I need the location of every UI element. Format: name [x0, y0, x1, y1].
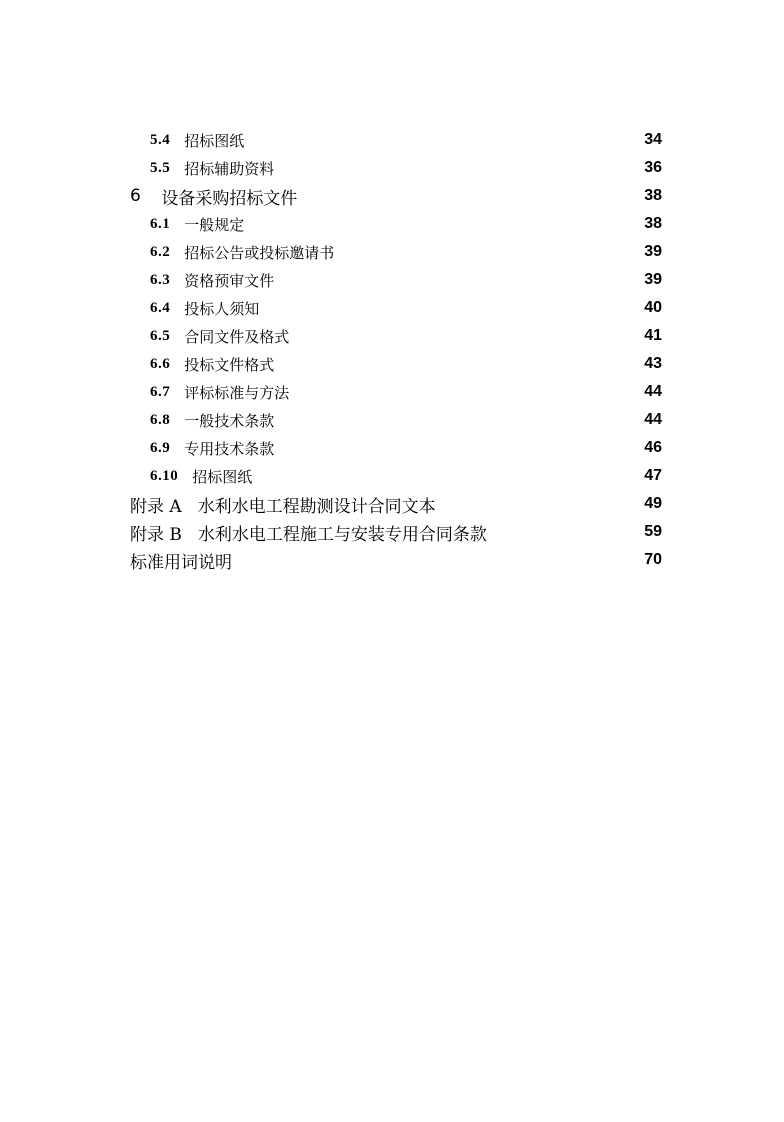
toc-entry-number: 6.7	[150, 383, 171, 400]
toc-entry-page: 38	[644, 187, 662, 204]
toc-entry[interactable]	[150, 210, 662, 238]
toc-entry-title: 标准用词说明	[130, 552, 232, 573]
toc-entry-page: 34	[644, 131, 662, 148]
toc-entry-page: 70	[644, 551, 662, 568]
dot-leader	[299, 182, 634, 210]
dot-leader	[278, 434, 634, 462]
toc-entry-page: 36	[644, 159, 662, 176]
toc-entry[interactable]	[150, 266, 662, 294]
toc-entry-page: 39	[644, 271, 662, 288]
toc-entry-number: 6.6	[150, 355, 171, 372]
toc-entry-number: 5.4	[150, 131, 171, 148]
toc-entry-page: 43	[644, 355, 662, 372]
toc-entry[interactable]	[150, 378, 662, 406]
toc-entry[interactable]	[150, 322, 662, 350]
dot-leader	[266, 462, 634, 490]
toc-entry-number: 6.9	[150, 439, 171, 456]
toc-entry[interactable]	[150, 238, 662, 266]
toc-entry-appendix-b[interactable]	[130, 518, 662, 546]
dot-leader	[354, 238, 634, 266]
toc-entry-number: 6.3	[150, 271, 171, 288]
dot-leader	[278, 406, 634, 434]
dot-leader	[278, 154, 634, 182]
toc-entry-number: 6.2	[150, 243, 171, 260]
toc-entry-title: 一般规定	[184, 215, 245, 234]
toc-entry-appendix-a[interactable]	[130, 490, 662, 518]
toc-entry-number: 6.5	[150, 327, 171, 344]
toc-entry-page: 46	[644, 439, 662, 456]
toc-entry-title: 招标公告或投标邀请书	[184, 243, 335, 262]
toc-entry-title: 合同文件及格式	[184, 327, 290, 346]
dot-leader	[301, 378, 634, 406]
dot-leader	[246, 126, 634, 154]
dot-leader	[301, 322, 634, 350]
toc-entry[interactable]	[150, 126, 662, 154]
toc-entry-page: 49	[644, 495, 662, 512]
toc-entry-number: 附录 B	[130, 524, 182, 545]
dot-leader	[261, 294, 634, 322]
dot-leader	[246, 546, 634, 574]
toc-entry[interactable]	[150, 406, 662, 434]
toc-entry-title: 专用技术条款	[184, 439, 275, 458]
toc-entry-page: 38	[644, 215, 662, 232]
toc-entry-terminology[interactable]	[130, 546, 662, 574]
toc-entry-page: 59	[644, 523, 662, 540]
dot-leader	[501, 518, 634, 546]
toc-entry[interactable]	[150, 434, 662, 462]
toc-entry[interactable]	[150, 350, 662, 378]
toc-entry-title: 招标图纸	[184, 131, 245, 150]
toc-entry-title: 水利水电工程勘测设计合同文本	[197, 496, 436, 517]
toc-entry-page: 47	[644, 467, 662, 484]
dot-leader	[450, 490, 634, 518]
toc-entry-title: 招标图纸	[192, 467, 253, 486]
dot-leader	[278, 266, 634, 294]
toc-entry-number: 6.8	[150, 411, 171, 428]
toc-entry-number: 附录 A	[130, 496, 182, 517]
toc-entry-title: 设备采购招标文件	[161, 188, 298, 209]
toc-entry-title: 投标文件格式	[184, 355, 275, 374]
toc-entry-page: 41	[644, 327, 662, 344]
toc-entry-page: 44	[644, 411, 662, 428]
toc-entry-title: 水利水电工程施工与安装专用合同条款	[197, 524, 487, 545]
toc-entry-page: 40	[644, 299, 662, 316]
toc-entry-page: 44	[644, 383, 662, 400]
toc-entry-title: 资格预审文件	[184, 271, 275, 290]
dot-leader	[278, 350, 634, 378]
toc-entry[interactable]	[150, 462, 662, 490]
toc-entry[interactable]	[130, 182, 662, 210]
toc-entry-title: 招标辅助资料	[184, 159, 275, 178]
toc-entry-title: 一般技术条款	[184, 411, 275, 430]
toc-entry-page: 39	[644, 243, 662, 260]
toc-entry-number: 6	[130, 186, 142, 206]
toc-entry[interactable]	[150, 154, 662, 182]
toc-entry-number: 6.10	[150, 467, 179, 484]
toc-entry-title: 评标标准与方法	[184, 383, 290, 402]
toc-entry-number: 6.1	[150, 215, 171, 232]
toc-entry-number: 5.5	[150, 159, 171, 176]
dot-leader	[246, 210, 634, 238]
toc-entry[interactable]	[150, 294, 662, 322]
toc-entry-number: 6.4	[150, 299, 171, 316]
toc-entry-title: 投标人须知	[184, 299, 260, 318]
